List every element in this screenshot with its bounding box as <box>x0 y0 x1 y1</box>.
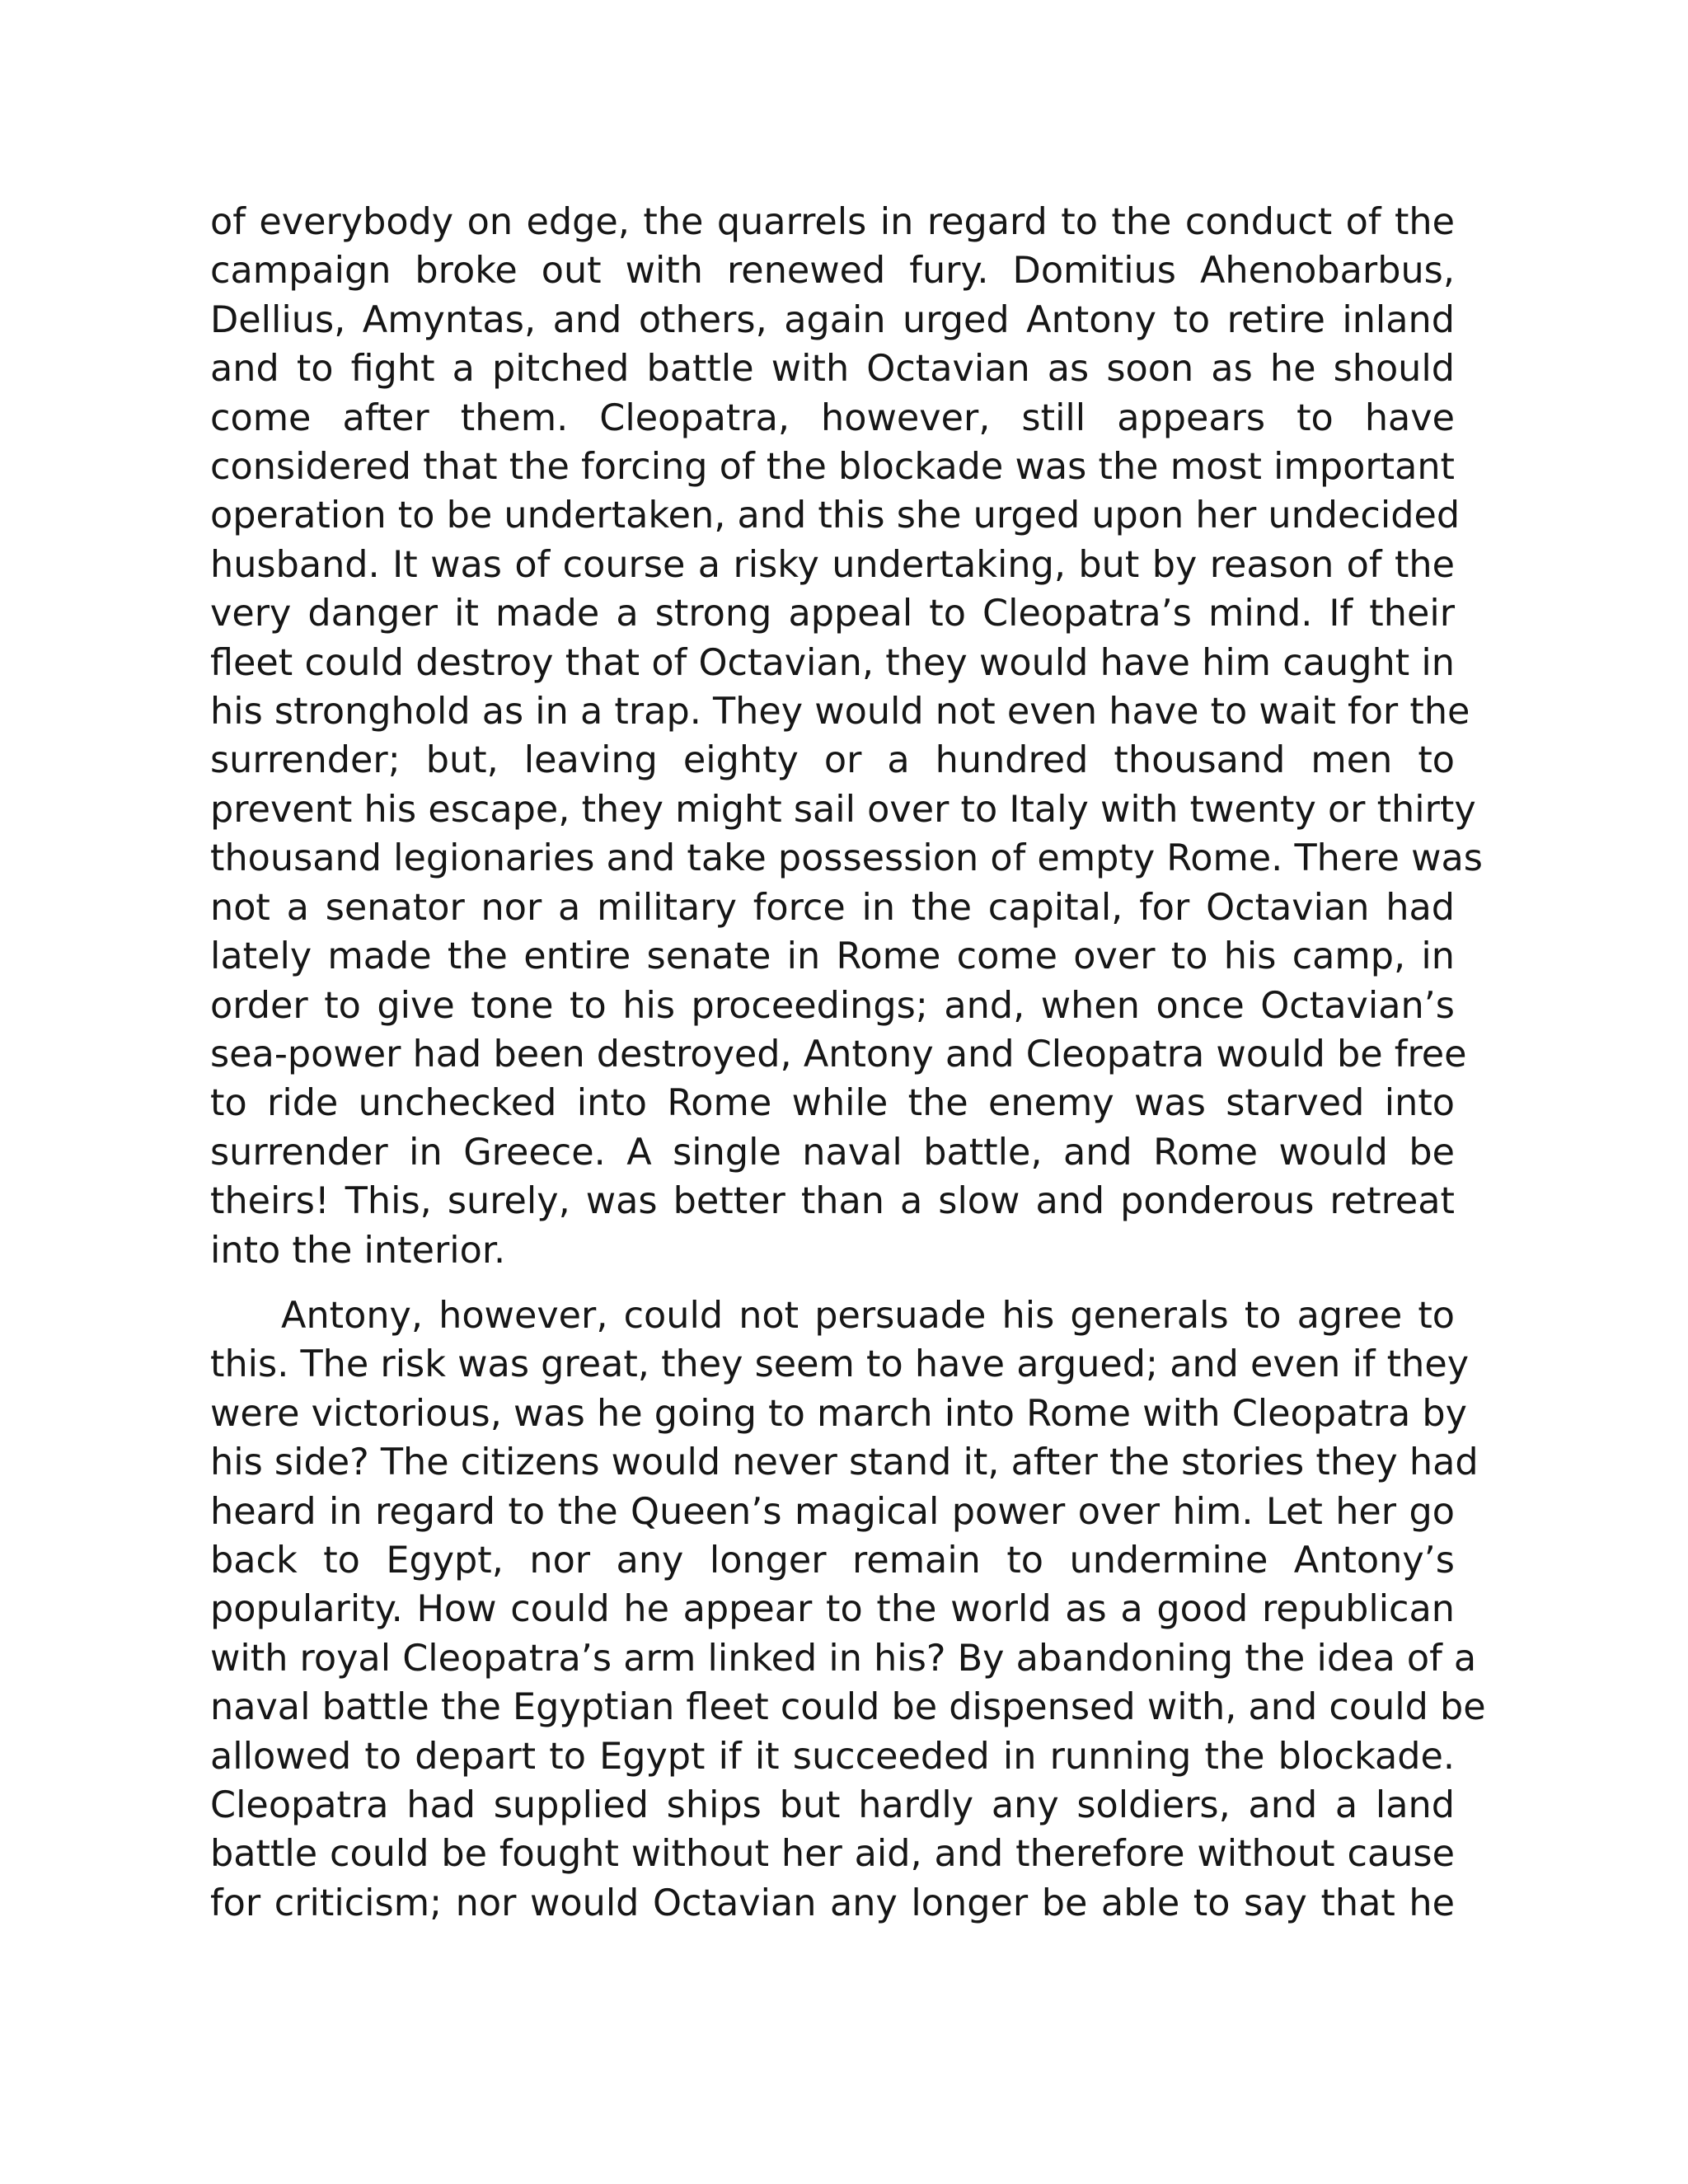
text-line: battle could be fought without her aid, and therefore without cause <box>210 1833 1455 1876</box>
text-line: come after them. Cleopatra, however, still appears to have <box>210 396 1455 439</box>
text-line: of everybody on edge, the quarrels in regard to the conduct of the <box>210 201 1455 243</box>
text-line: prevent his escape, they might sail over to Italy with twenty or thirty <box>210 788 1476 831</box>
text-line: with royal Cleopatra’s arm linked in his? By abandoning the idea of a <box>210 1637 1477 1680</box>
text-line: considered that the forcing of the blockade was the most important <box>210 446 1455 489</box>
text-line: campaign broke out with renewed fury. Domitius Ahenobarbus, <box>210 250 1455 293</box>
paragraph <box>210 198 1483 1275</box>
text-line: husband. It was of course a risky undertaking, but by reason of the <box>210 543 1455 586</box>
text-line: and to fight a pitched battle with Octavian as soon as he should <box>210 348 1455 391</box>
text-line: heard in regard to the Queen’s magical power over him. Let her go <box>210 1490 1455 1533</box>
text-line: this. The risk was great, they seem to have argued; and even if they <box>210 1343 1470 1386</box>
text-line: theirs! This, surely, was better than a slow and ponderous retreat <box>210 1180 1455 1223</box>
text-line: surrender in Greece. A single naval battle, and Rome would be <box>210 1131 1455 1174</box>
text-line: for criticism; nor would Octavian any longer be able to say that he <box>210 1882 1455 1924</box>
text-line: into the interior. <box>210 1229 506 1272</box>
text-line: allowed to depart to Egypt if it succeeded in running the blockade. <box>210 1735 1455 1778</box>
text-line: popularity. How could he appear to the world as a good republican <box>210 1588 1455 1631</box>
text-line: Cleopatra had supplied ships but hardly any soldiers, and a land <box>210 1784 1455 1826</box>
text-line: lately made the entire senate in Rome come over to his camp, in <box>210 935 1455 978</box>
text-line: sea-power had been destroyed, Antony and Cleopatra would be free <box>210 1033 1467 1076</box>
text-line: thousand legionaries and take possession of empty Rome. There was <box>210 837 1483 880</box>
text-line: surrender; but, leaving eighty or a hundred thousand men to <box>210 739 1455 782</box>
text-line: his stronghold as in a trap. They would not even have to wait for the <box>210 691 1470 733</box>
text-line: fleet could destroy that of Octavian, they would have him caught in <box>210 641 1455 684</box>
paragraph <box>210 1291 1486 1928</box>
text-line: his side? The citizens would never stand it, after the stories they had <box>210 1441 1479 1484</box>
body-text <box>210 198 1486 1928</box>
text-line: were victorious, was he going to march into Rome with Cleopatra by <box>210 1392 1467 1435</box>
text-line: order to give tone to his proceedings; and, when once Octavian’s <box>210 984 1455 1027</box>
text-line: Antony, however, could not persuade his generals to agree to <box>281 1294 1455 1337</box>
text-line: naval battle the Egyptian fleet could be dispensed with, and could be <box>210 1686 1486 1729</box>
text-line: operation to be undertaken, and this she urged upon her undecided <box>210 494 1461 537</box>
text-line: back to Egypt, nor any longer remain to undermine Antony’s <box>210 1539 1455 1582</box>
text-line: very danger it made a strong appeal to Cleopatra’s mind. If their <box>210 593 1455 635</box>
text-line: to ride unchecked into Rome while the enemy was starved into <box>210 1082 1455 1125</box>
text-line: not a senator nor a military force in the capital, for Octavian had <box>210 886 1455 929</box>
text-line: Dellius, Amyntas, and others, again urged Antony to retire inland <box>210 298 1455 341</box>
